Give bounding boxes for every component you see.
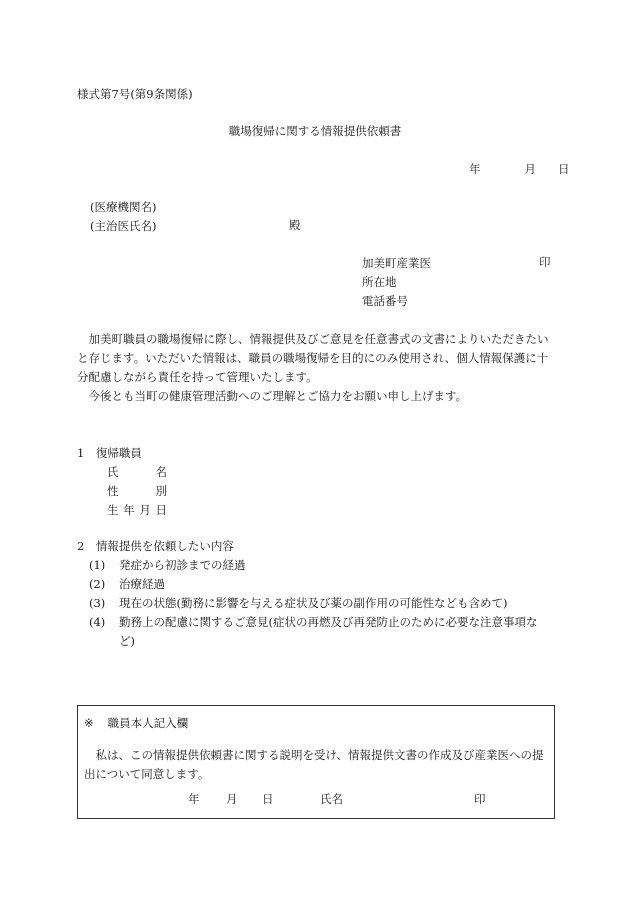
form-number: 様式第7号(第9条関係)	[77, 87, 193, 101]
reference-mark: ※	[84, 716, 94, 730]
honorific: 殿	[289, 218, 301, 232]
sender-phone-label: 電話番号	[362, 294, 408, 308]
date-line	[469, 161, 570, 177]
consent-day-label: 日	[262, 792, 274, 806]
list-item	[89, 613, 550, 651]
consent-box-title: 職員本人記入欄	[107, 716, 189, 730]
sender-address-label: 所在地	[362, 275, 397, 289]
intro-paragraph-1: 加美町職員の職場復帰に際し、情報提供及びご意見を任意書式の文書によりいただきたいと存じます。いただいた情報は、職員の職場復帰を目的にのみ使用され、個人情報保護に十分配慮しながら責任を持って管理いたします。	[77, 332, 549, 384]
item-text: 発症から初診までの経過	[119, 558, 246, 572]
employee-consent-box	[77, 705, 555, 819]
consent-box-heading	[84, 715, 188, 731]
date-year-label: 年	[469, 162, 481, 176]
item-text: 治療経過	[119, 577, 165, 591]
field-gender-label: 性別	[107, 484, 167, 498]
item-number: (3)	[89, 596, 106, 610]
list-item	[89, 575, 550, 594]
document-title: 職場復帰に関する情報提供依頼書	[228, 124, 402, 138]
item-number: (2)	[89, 577, 106, 591]
institution-label: (医療機関名)	[90, 200, 157, 214]
consent-statement	[84, 746, 550, 784]
consent-month-label: 月	[226, 792, 238, 806]
field-birthdate-label: 生年月日	[107, 503, 167, 517]
item-number: (1)	[89, 558, 106, 572]
addressee-block	[90, 198, 156, 236]
section1-heading: 1 復帰職員	[77, 446, 142, 460]
sender-name: 加美町産業医	[362, 256, 431, 270]
item-text: 現在の状態(勤務に影響を与える症状及び薬の副作用の可能性なども含めて)	[119, 596, 508, 610]
intro-paragraph-2: 今後とも当町の健康管理活動へのご理解とご協力をお願い申し上げます。	[88, 389, 468, 403]
section-returning-employee	[77, 444, 167, 520]
intro-text	[77, 330, 550, 406]
doctor-label: (主治医氏名)	[90, 219, 157, 233]
consent-seal: 印	[474, 792, 486, 806]
item-text: 勤務上の配慮に関するご意見(症状の再燃及び再発防止のために必要な注意事項など)	[119, 615, 538, 648]
consent-year-label: 年	[188, 792, 200, 806]
field-name-label: 氏名	[107, 465, 167, 479]
consent-name-label: 氏名	[320, 792, 343, 806]
section-requested-info	[77, 537, 550, 651]
date-month-label: 月	[524, 162, 536, 176]
sender-block	[362, 254, 431, 311]
consent-text: 私は、この情報提供依頼書に関する説明を受け、情報提供文書の作成及び産業医への提出について同意します。	[84, 748, 544, 781]
item-number: (4)	[89, 615, 106, 629]
list-item	[89, 594, 550, 613]
date-day-label: 日	[558, 162, 570, 176]
list-item	[89, 556, 550, 575]
sender-seal: 印	[539, 255, 551, 269]
section2-heading: 2 情報提供を依頼したい内容	[77, 539, 234, 553]
